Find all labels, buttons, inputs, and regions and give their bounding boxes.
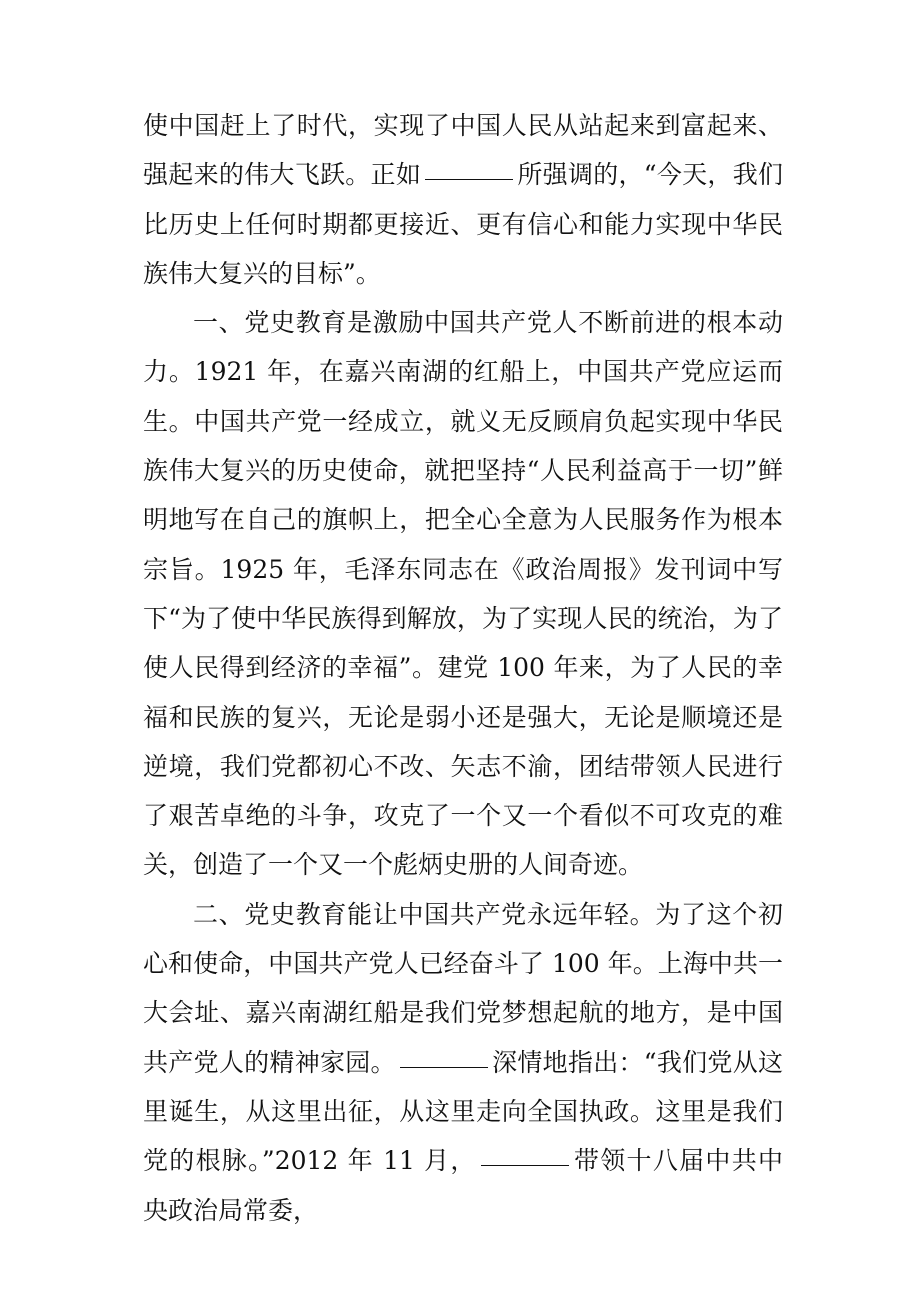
- blank-underline: [400, 1067, 488, 1068]
- paragraph-text: 深情地指出：“我们党从这里诞生，从这里出征，从这里走向全国执政。这里是我们党的根脉。”2012 年 11 月，: [143, 1047, 783, 1176]
- paragraph-text: 一、党史教育是激励中国共产党人不断前进的根本动力。1921 年，在嘉兴南湖的红船上，中国共产党应运而生。中国共产党一经成立，就义无反顾肩负起实现中华民族伟大复兴的历史使命，就把坚持“人民利益高于一切”鲜明地写在自己的旗帜上，把全心全意为人民服务作为根本宗旨。1925 年，毛泽东同志在《政治周报》发刊词中写下“为了使中华民族得到解放，为了实现人民的统治，为了使人民得到经济的幸福”。建党 100 年来，为了人民的幸福和民族的复兴，无论是弱小还是强大，无论是顺境还是逆境，我们党都初心不改、矢志不渝，团结带领人民进行了艰苦卓绝的斗争，攻克了一个又一个看似不可攻克的难关，创造了一个又一个彪炳史册的人间奇迹。: [143, 308, 783, 880]
- blank-underline: [481, 1165, 569, 1166]
- paragraph-continuation: [143, 101, 783, 298]
- paragraph-section-one: [143, 298, 783, 890]
- paragraph-text: 二、党史教育能让中国共产党永远年轻。为了这个初心和使命，中国共产党人已经奋斗了 100 年。上海中共一大会址、嘉兴南湖红船是我们党梦想起航的地方，是中国共产党人的精神家园。: [143, 899, 783, 1077]
- paragraph-text: 使中国赶上了时代，实现了中国人民从站起来到富起来、强起来的伟大飞跃。正如: [143, 111, 783, 190]
- blank-underline: [425, 179, 513, 180]
- document-body: [143, 101, 783, 1235]
- paragraph-text: 带领十八届中共中央政治局常委，: [143, 1146, 783, 1225]
- paragraph-section-two: [143, 890, 783, 1235]
- paragraph-text: 所强调的，“今天，我们比历史上任何时期都更接近、更有信心和能力实现中华民族伟大复兴的目标”。: [143, 160, 783, 288]
